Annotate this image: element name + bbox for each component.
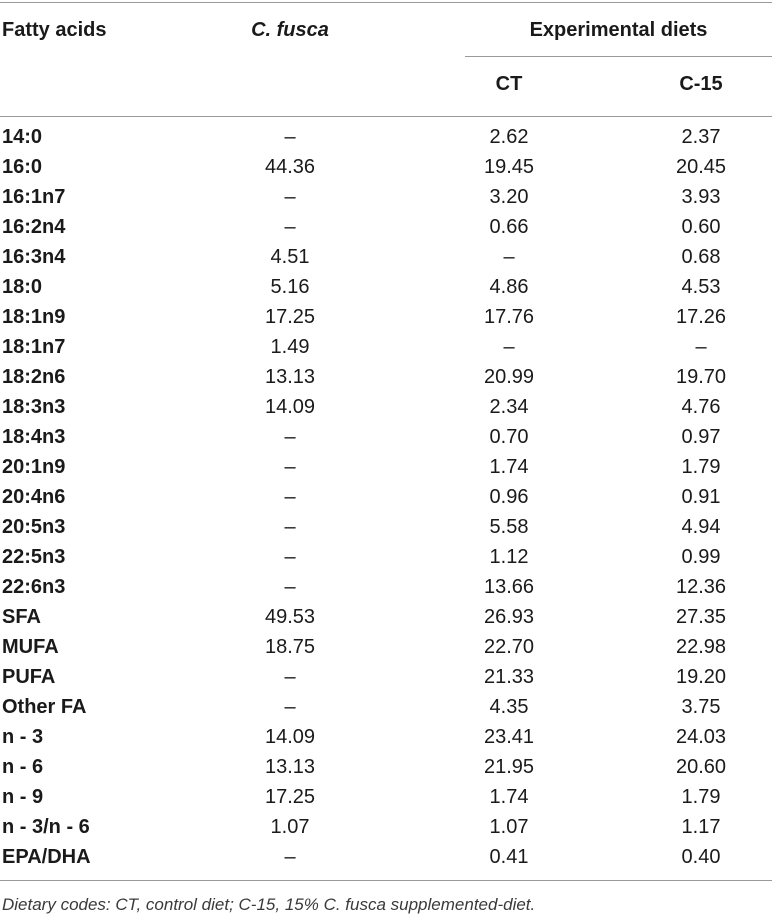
cell-c15: 4.76 — [681, 396, 721, 418]
cell-ct: 21.95 — [483, 756, 535, 778]
row-label: 14:0 — [2, 126, 43, 148]
row-label: 20:1n9 — [2, 456, 66, 478]
row-label: n - 3/n - 6 — [2, 816, 90, 838]
cell-c15: 27.35 — [675, 606, 727, 628]
cell-cfusca: 4.51 — [270, 246, 310, 268]
diets-group-rule — [465, 56, 772, 57]
top-rule — [0, 2, 772, 3]
row-label: Other FA — [2, 696, 87, 718]
cell-cfusca: – — [284, 186, 296, 208]
header-species: C. fusca — [251, 19, 329, 41]
row-label: 20:5n3 — [2, 516, 66, 538]
cell-cfusca: 14.09 — [264, 396, 316, 418]
cell-cfusca: 18.75 — [264, 636, 316, 658]
row-label: 20:4n6 — [2, 486, 66, 508]
header-experimental-diets: Experimental diets — [529, 19, 708, 41]
cell-c15: 19.20 — [675, 666, 727, 688]
cell-ct: 21.33 — [483, 666, 535, 688]
cell-c15: 0.99 — [681, 546, 721, 568]
cell-cfusca: 17.25 — [264, 786, 316, 808]
cell-cfusca: 1.49 — [270, 336, 310, 358]
row-label: 16:0 — [2, 156, 43, 178]
cell-ct: 23.41 — [483, 726, 535, 748]
row-label: 16:1n7 — [2, 186, 66, 208]
cell-ct: 0.70 — [489, 426, 529, 448]
cell-c15: 19.70 — [675, 366, 727, 388]
row-label: 18:2n6 — [2, 366, 66, 388]
cell-cfusca: 13.13 — [264, 756, 316, 778]
cell-cfusca: 49.53 — [264, 606, 316, 628]
cell-ct: 13.66 — [483, 576, 535, 598]
cell-c15: 3.75 — [681, 696, 721, 718]
cell-c15: 0.60 — [681, 216, 721, 238]
cell-ct: 26.93 — [483, 606, 535, 628]
cell-ct: 2.62 — [489, 126, 529, 148]
bottom-rule — [0, 880, 772, 881]
row-label: 18:3n3 — [2, 396, 66, 418]
cell-ct: 1.07 — [489, 816, 529, 838]
row-label: n - 6 — [2, 756, 44, 778]
cell-cfusca: – — [284, 666, 296, 688]
cell-cfusca: 5.16 — [270, 276, 310, 298]
cell-cfusca: 13.13 — [264, 366, 316, 388]
cell-ct: 1.74 — [489, 786, 529, 808]
row-label: 16:2n4 — [2, 216, 66, 238]
row-label: MUFA — [2, 636, 59, 658]
cell-ct: 20.99 — [483, 366, 535, 388]
header-c15: C-15 — [679, 73, 723, 95]
cell-cfusca: – — [284, 576, 296, 598]
cell-ct: 3.20 — [489, 186, 529, 208]
cell-c15: 0.91 — [681, 486, 721, 508]
cell-c15: 3.93 — [681, 186, 721, 208]
cell-c15: 24.03 — [675, 726, 727, 748]
cell-cfusca: – — [284, 216, 296, 238]
cell-c15: – — [695, 336, 707, 358]
cell-ct: – — [503, 336, 515, 358]
cell-cfusca: 44.36 — [264, 156, 316, 178]
cell-c15: 0.97 — [681, 426, 721, 448]
row-label: EPA/DHA — [2, 846, 91, 868]
cell-c15: 20.60 — [675, 756, 727, 778]
cell-ct: 17.76 — [483, 306, 535, 328]
table-footnote: Dietary codes: CT, control diet; C-15, 15% C. fusca supplemented-diet. — [2, 895, 536, 914]
cell-ct: 5.58 — [489, 516, 529, 538]
cell-ct: 1.74 — [489, 456, 529, 478]
cell-cfusca: – — [284, 516, 296, 538]
row-label: 22:6n3 — [2, 576, 66, 598]
header-rule — [0, 116, 772, 117]
row-label: n - 3 — [2, 726, 44, 748]
cell-cfusca: 14.09 — [264, 726, 316, 748]
cell-c15: 0.40 — [681, 846, 721, 868]
cell-c15: 4.53 — [681, 276, 721, 298]
row-label: PUFA — [2, 666, 56, 688]
cell-cfusca: – — [284, 486, 296, 508]
cell-c15: 1.79 — [681, 786, 721, 808]
row-label: 16:3n4 — [2, 246, 66, 268]
row-label: 18:0 — [2, 276, 43, 298]
cell-ct: 4.35 — [489, 696, 529, 718]
cell-ct: 1.12 — [489, 546, 529, 568]
cell-cfusca: – — [284, 546, 296, 568]
cell-c15: 4.94 — [681, 516, 721, 538]
cell-c15: 17.26 — [675, 306, 727, 328]
cell-c15: 20.45 — [675, 156, 727, 178]
row-label: 18:1n9 — [2, 306, 66, 328]
cell-ct: 2.34 — [489, 396, 529, 418]
cell-cfusca: 1.07 — [270, 816, 310, 838]
cell-cfusca: – — [284, 696, 296, 718]
cell-ct: 0.96 — [489, 486, 529, 508]
cell-c15: 0.68 — [681, 246, 721, 268]
cell-c15: 1.79 — [681, 456, 721, 478]
cell-cfusca: – — [284, 426, 296, 448]
cell-c15: 22.98 — [675, 636, 727, 658]
cell-cfusca: 17.25 — [264, 306, 316, 328]
row-label: SFA — [2, 606, 41, 628]
cell-c15: 2.37 — [681, 126, 721, 148]
cell-c15: 12.36 — [675, 576, 727, 598]
header-ct: CT — [495, 73, 523, 95]
cell-cfusca: – — [284, 126, 296, 148]
row-label: 18:4n3 — [2, 426, 66, 448]
cell-ct: – — [503, 246, 515, 268]
cell-c15: 1.17 — [681, 816, 721, 838]
cell-cfusca: – — [284, 456, 296, 478]
cell-ct: 0.41 — [489, 846, 529, 868]
row-label: n - 9 — [2, 786, 44, 808]
cell-cfusca: – — [284, 846, 296, 868]
row-label: 22:5n3 — [2, 546, 66, 568]
cell-ct: 22.70 — [483, 636, 535, 658]
cell-ct: 4.86 — [489, 276, 529, 298]
header-fatty-acids: Fatty acids — [2, 19, 107, 41]
row-label: 18:1n7 — [2, 336, 66, 358]
cell-ct: 0.66 — [489, 216, 529, 238]
cell-ct: 19.45 — [483, 156, 535, 178]
